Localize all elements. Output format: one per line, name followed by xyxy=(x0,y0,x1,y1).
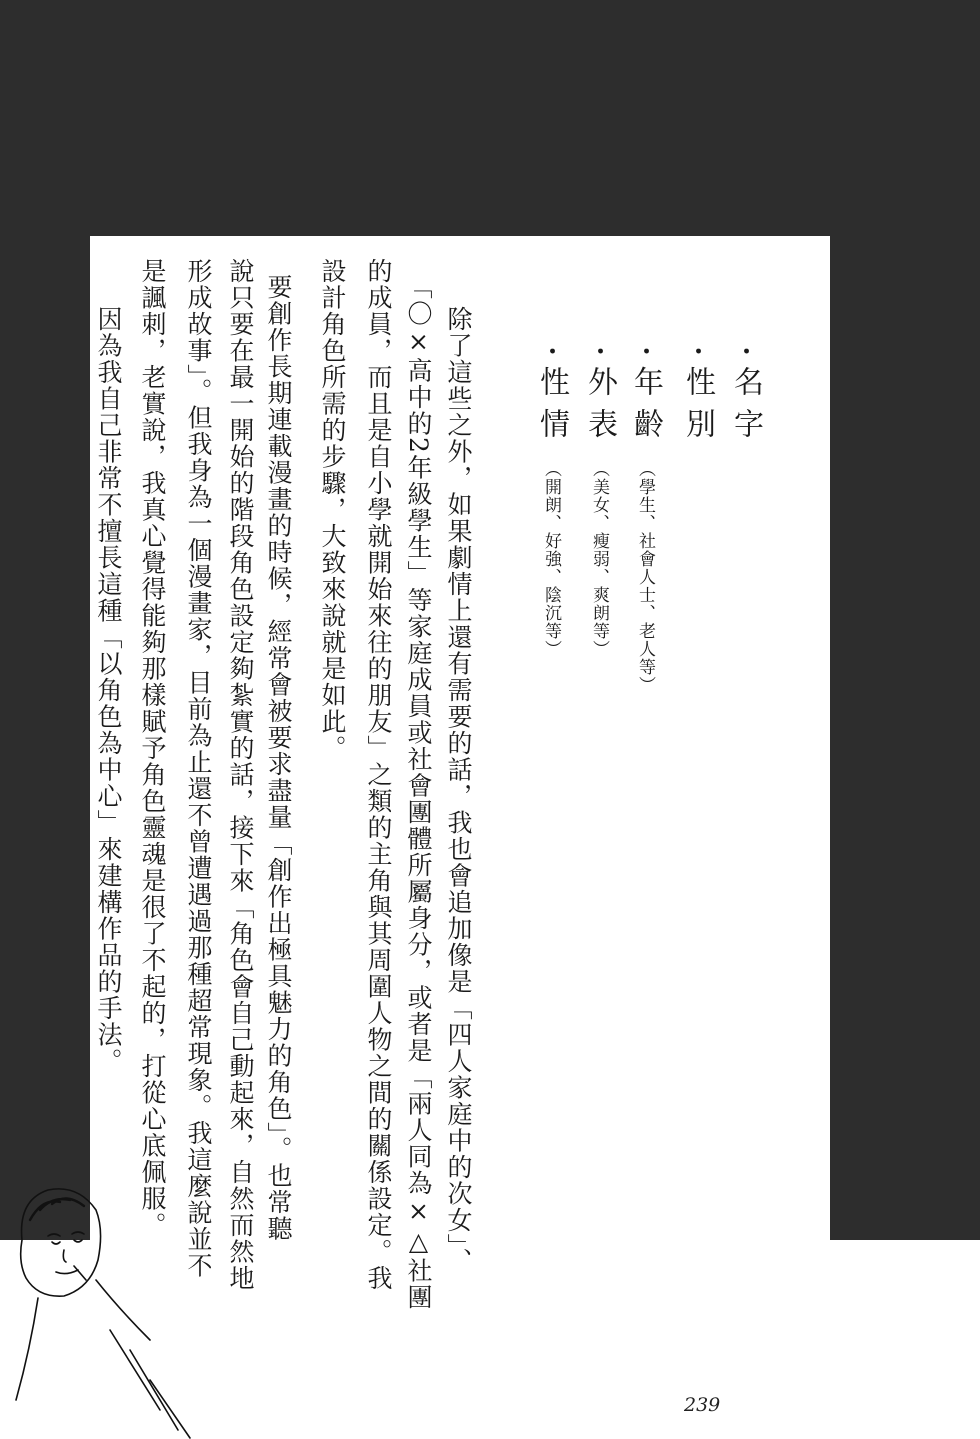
body-line-6: 說只要在最一開始的階段角色設定夠紮實的話，接下來「角色會自己動起來，自然而然地 xyxy=(226,258,255,1292)
body-line-9: 因為我自己非常不擅長這種「以角色為中心」來建構作品的手法。 xyxy=(94,306,123,1075)
body-line-8: 是諷刺，老實說，我真心覺得能夠那樣賦予角色靈魂是很了不起的，打從心底佩服。 xyxy=(138,258,167,1239)
bullet: ・ xyxy=(632,340,658,362)
bullet: ・ xyxy=(732,340,758,362)
bullet: ・ xyxy=(586,340,612,362)
body-line-3: 的成員，而且是自小學就開始來往的朋友」之類的主角與其周圍人物之間的關係設定。我 xyxy=(364,258,393,1292)
bullet: ・ xyxy=(538,340,564,362)
list-item-name xyxy=(730,340,761,460)
list-label: 性別 xyxy=(680,366,715,450)
body-line-7: 形成故事」。但我身為一個漫畫家，目前為止還不曾遭遇過那種超常現象。我這麼說並不 xyxy=(184,258,213,1279)
list-item-age xyxy=(630,340,661,694)
text-panel xyxy=(90,236,830,1311)
list-label: 性情 xyxy=(534,366,569,450)
bullet: ・ xyxy=(684,340,710,362)
list-label: 年齡 xyxy=(628,366,663,450)
list-note: （開朗、好強、陰沉等） xyxy=(541,460,561,658)
list-note: （美女、瘦弱、爽朗等） xyxy=(589,460,609,658)
list-item-appearance xyxy=(584,340,615,658)
list-item-personality xyxy=(536,340,567,658)
body-line-5: 要創作長期連載漫畫的時候，經常會被要求盡量「創作出極具魅力的角色」。也常聽 xyxy=(264,274,293,1242)
body-line-2: 「〇×高中的2年級學生」等家庭成員或社會團體所屬身分，或者是「兩人同為×△社團 xyxy=(404,274,433,1311)
page-number: 239 xyxy=(684,1394,721,1416)
list-label: 外表 xyxy=(582,366,617,450)
list-label: 名字 xyxy=(728,366,763,450)
list-item-gender xyxy=(682,340,713,460)
body-line-1: 除了這些之外，如果劇情上還有需要的話，我也會追加像是「四人家庭中的次女」、 xyxy=(444,306,473,1274)
body-line-4: 設計角色所需的步驟，大致來說就是如此。 xyxy=(318,258,347,762)
character-doodle-icon xyxy=(0,1180,200,1439)
list-note: （學生、社會人士、老人等） xyxy=(635,460,655,694)
